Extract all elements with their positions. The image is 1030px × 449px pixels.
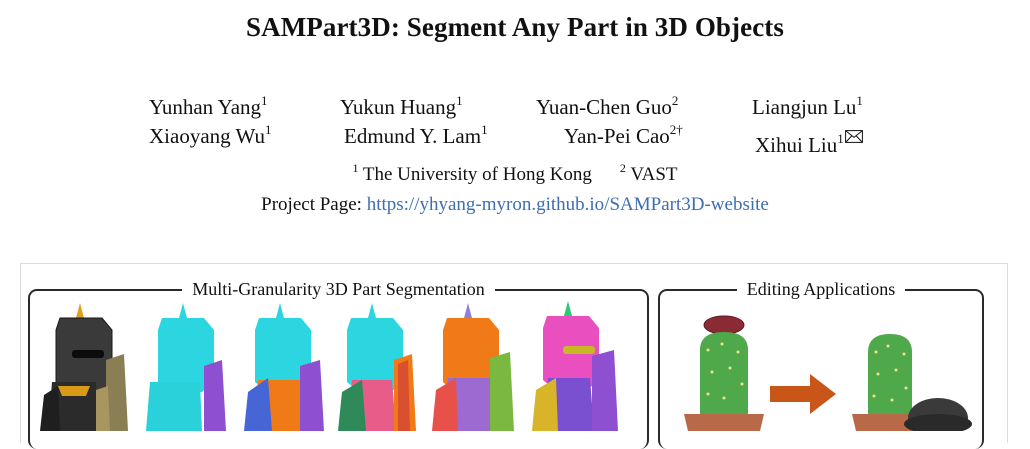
knight-figure bbox=[40, 303, 128, 431]
project-link[interactable]: https://yhyang-myron.github.io/SAMPart3D-website bbox=[366, 194, 769, 215]
author-name: Yan-Pei Cao bbox=[564, 124, 670, 148]
author-name: Yunhan Yang bbox=[149, 95, 262, 119]
arrow-icon bbox=[770, 374, 836, 414]
author-affil-mark: 1 bbox=[265, 122, 272, 137]
author-name: Liangjun Lu bbox=[752, 95, 857, 119]
author-affil-mark: 1 bbox=[456, 93, 463, 108]
author-affil-mark: 2 bbox=[671, 93, 679, 108]
editing-panel-label: Editing Applications bbox=[737, 279, 906, 299]
author-affil-mark: 1 bbox=[856, 93, 863, 108]
affil-hku: The University of Hong Kong bbox=[362, 164, 592, 185]
knight-segmented-3 bbox=[338, 303, 416, 431]
author-name: Xiaoyang Wu bbox=[149, 124, 265, 148]
cactus-figure bbox=[684, 316, 764, 431]
knight-segmented-2 bbox=[244, 303, 324, 431]
segmentation-panel-label: Multi-Granularity 3D Part Segmentation bbox=[182, 279, 494, 299]
affil-mark: 1 bbox=[352, 161, 359, 175]
affil-vast: VAST bbox=[630, 164, 678, 185]
author-affil-mark: 1 bbox=[261, 93, 268, 108]
author-name: Yuan-Chen Guo bbox=[536, 95, 672, 119]
knight-segmented-1 bbox=[146, 303, 226, 431]
author-affil-mark: 1 bbox=[481, 122, 488, 137]
author-affil-mark: 1 bbox=[837, 131, 844, 146]
affil-mark: 2 bbox=[619, 161, 626, 175]
paper-title: SAMPart3D: Segment Any Part in 3D Objects bbox=[245, 12, 785, 42]
knight-segmented-5 bbox=[532, 301, 618, 431]
hat-figure bbox=[904, 398, 972, 431]
author-name: Edmund Y. Lam bbox=[344, 124, 482, 148]
author-name: Xihui Liu bbox=[755, 133, 838, 157]
author-affil-mark: 2† bbox=[669, 122, 683, 137]
project-label: Project Page: bbox=[261, 194, 362, 215]
author-name: Yukun Huang bbox=[340, 95, 457, 119]
knight-segmented-4 bbox=[432, 303, 514, 431]
